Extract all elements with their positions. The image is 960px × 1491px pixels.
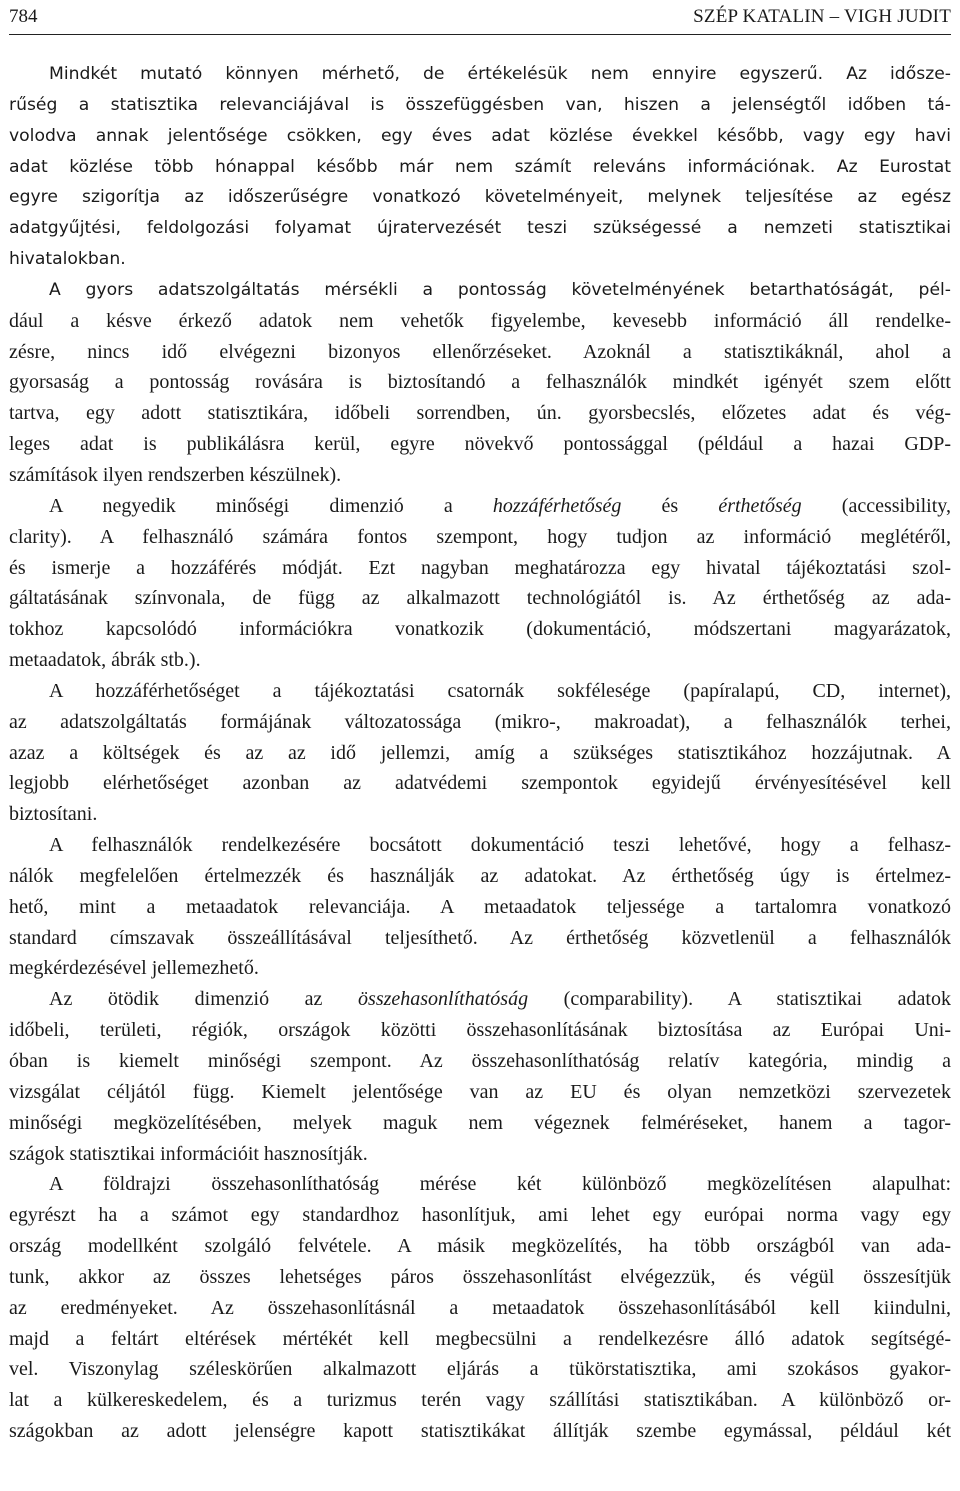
text-line: gyorsaság a pontosság rovására is biztosítandó a felhasználók mindkét igényét szem előtt [9,371,951,394]
text-segment: (comparability). A statisztikai adatok [528,988,951,1011]
text-line: az adatszolgáltatás formájának változatossága (mikro-, makroadat), a felhasználók terhei, [9,710,951,733]
text-line: adatgyűjtési, feldolgozási folyamat újratervezését teszi szükségessé a nemzeti statisztikai [9,218,951,239]
text-line: gáltatásának színvonala, de függ az alkalmazott technológiától is. Az érthetőség az ada- [9,587,951,610]
text-line: A felhasználók rendelkezésére bocsátott dokumentáció teszi lehetővé, hogy a felhasz- [49,834,951,857]
text-line: A gyors adatszolgáltatás mérsékli a pontosság követelményének betarthatóságát, pél- [49,279,951,300]
text-line: nálók megfelelően értelmezzék és használják az adatokat. Az érthetőség úgy is értelmez- [9,864,951,887]
text-line: majd a feltárt eltérések mértékét kell megbecsülni a rendelkezésre álló adatok segítségé- [9,1327,951,1350]
page-number: 784 [9,6,38,27]
text-line: metaadatok, ábrák stb.). [9,649,201,672]
text-line: megkérdezésével jellemezhető. [9,957,259,980]
italic-term: összehasonlíthatóság [358,988,529,1011]
text-line: óban is kiemelt minőségi szempont. Az összehasonlíthatóság relatív kategória, mindig a [9,1050,951,1072]
text-line: szágokban az adott jelenségre kapott statisztikákat állítják szembe egymással, például két [9,1420,951,1443]
text-line: tartva, egy adott statisztikára, időbeli sorrendben, ún. gyorsbecslés, előzetes adat és vég- [9,402,951,425]
text-line: A földrajzi összehasonlíthatóság mérése két különböző megközelítésen alapulhat: [49,1173,951,1196]
text-line: vel. Viszonylag széleskörűen alkalmazott eljárás a tükörstatisztika, ami szokásos gyakor- [9,1358,951,1381]
text-line [9,984,951,1015]
text-line: hető, mint a metaadatok relevanciája. A metaadatok teljessége a tartalomra vonatkozó [9,895,951,918]
text-line: az eredményeket. Az összehasonlításnál a metaadatok összehasonlításából kell kiindulni, [9,1296,951,1319]
text-line: minőségi megközelítésében, melyek maguk nem végeznek felméréseket, hanem a tagor- [9,1111,951,1134]
text-line [9,491,951,522]
text-line: biztosítani. [9,803,98,826]
page-header [9,0,951,35]
text-line: azaz a költségek és az az idő jellemzi, amíg a szükséges statisztikához hozzájutnak. A [9,741,951,764]
text-line: vizsgálat céljától függ. Kiemelt jelentősége van az EU és olyan nemzetközi szervezetek [9,1080,951,1103]
text-line: A hozzáférhetőséget a tájékoztatási csatornák sokfélesége (papíralapú, CD, internet), [49,679,951,702]
text-line: legjobb elérhetőséget azonban az adatvédemi szempontok egyidejű érvényesítésével kell [9,772,951,795]
italic-term: hozzáférhetőség [492,494,622,517]
text-line: tokhoz kapcsolódó információkra vonatkozik (dokumentáció, módszertani magyarázatok, [9,618,951,641]
text-line: rűség a statisztika relevanciájával is összefüggésben van, hiszen a jelenségtől időben tá- [9,94,951,115]
text-line: dául a késve érkező adatok nem vehetők figyelembe, kevesebb információ áll rendelke- [9,309,951,332]
text-line: szágok statisztikai információit hasznosítják. [9,1142,368,1165]
text-line: leges adat is publikálásra kerül, egyre növekvő pontossággal (például a hazai GDP- [9,433,951,456]
text-line: hivatalokban. [9,249,126,270]
text-line: zésre, nincs idő elvégezni bizonyos ellenőrzéseket. Azoknál a statisztikáknál, ahol a [9,340,951,363]
text-line: lat a külkereskedelem, és a turizmus terén vagy szállítási statisztikában. A különböző or- [9,1389,951,1412]
text-line: egyrészt ha a számot egy standardhoz hasonlítjuk, ami lehet egy európai norma vagy egy [9,1204,951,1227]
running-head: SZÉP KATALIN – VIGH JUDIT [693,6,951,27]
text-line: számítások ilyen rendszerben készülnek). [9,463,342,486]
body-text [9,59,951,1447]
text-line: időbeli, területi, régiók, országok közötti összehasonlításának biztosítása az Európai Uni- [9,1019,951,1042]
text-line: és ismerje a hozzáférés módját. Ezt nagyban meghatározza egy hivatal tájékoztatási szol- [9,556,951,579]
text-line: Mindkét mutató könnyen mérhető, de értékelésük nem ennyire egyszerű. Az idősze- [49,64,951,84]
text-segment: A negyedik minőségi dimenzió a [49,494,493,517]
text-segment: Az ötödik dimenzió az [49,988,359,1011]
text-line: volodva annak jelentősége csökken, egy éves adat közlése évekkel később, vagy egy havi [9,125,951,146]
text-line: tunk, akkor az összes lehetséges páros összehasonlítást elvégezzük, és végül összesítjük [9,1265,951,1288]
text-segment: és [621,494,719,517]
text-line: clarity). A felhasználó számára fontos szempont, hogy tudjon az információ meglétéről, [9,525,951,548]
text-line: standard címszavak összeállításával teljesíthető. Az érthetőség közvetlenül a felhasználók [9,926,951,949]
text-line: egyre szigorítja az időszerűségre vonatkozó követelményeit, melynek teljesítése az egész [9,187,951,208]
text-line: adat közlése több hónappal később már nem számít releváns információnak. Az Eurostat [9,156,951,177]
text-segment: (accessibility, [801,494,951,517]
italic-term: érthetőség [718,494,802,517]
text-line: ország modellként szolgáló felvétele. A másik megközelítés, ha több országból van ada- [9,1235,951,1258]
